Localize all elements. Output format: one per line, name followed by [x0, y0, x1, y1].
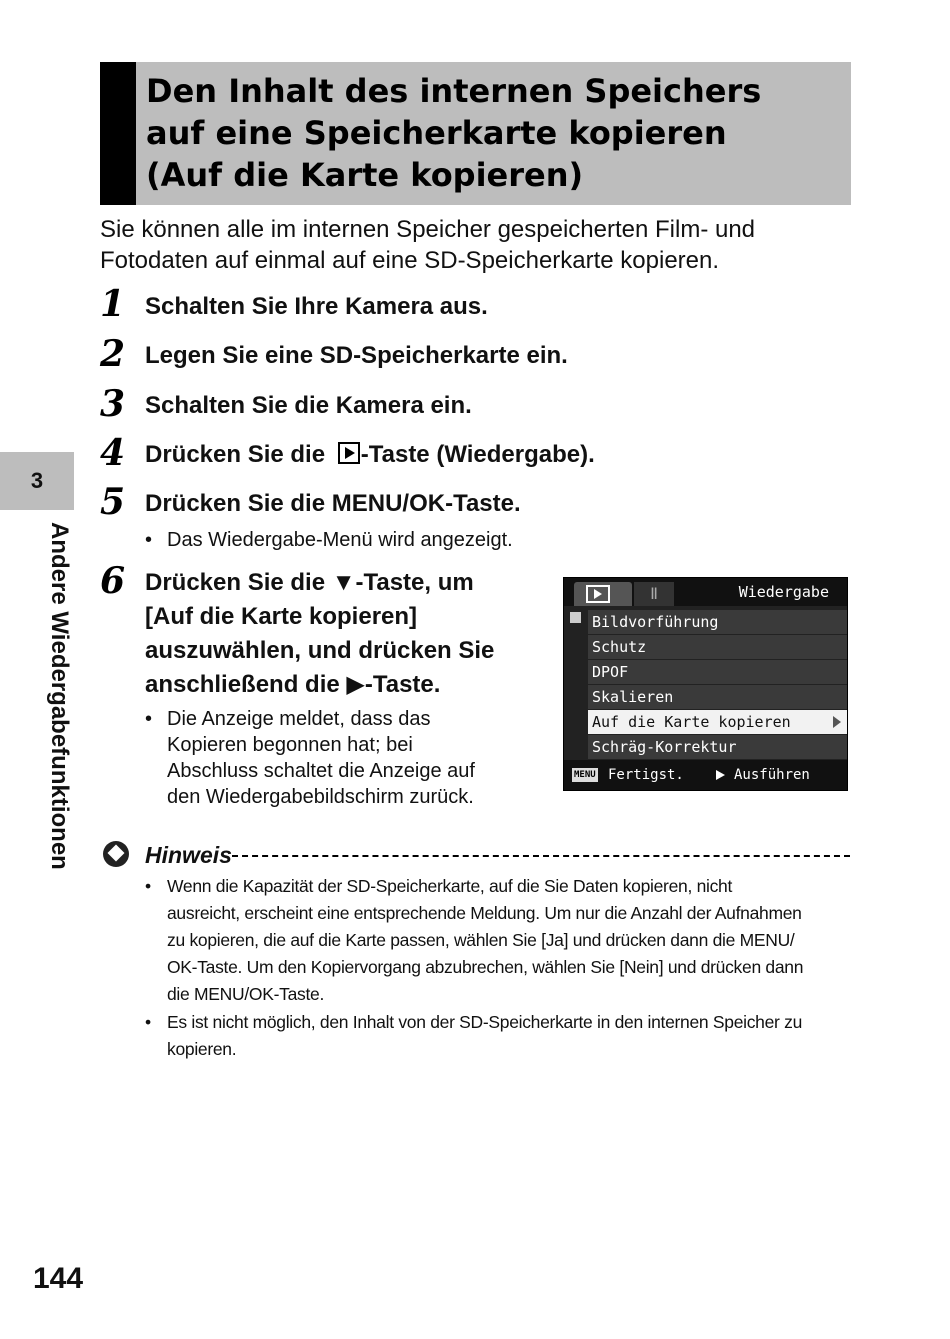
step-number-1: 1 — [100, 283, 126, 325]
intro-paragraph — [100, 214, 860, 276]
screen-menu-item: DPOF — [588, 660, 847, 684]
intro-line-1: Sie können alle im internen Speicher gespeicherten Film- und — [100, 216, 756, 243]
screen-menu-item: Schräg-Korrektur — [588, 735, 847, 759]
chevron-right-icon — [833, 716, 841, 728]
menu-button-icon: MENU — [574, 770, 596, 780]
scroll-marker-icon — [570, 612, 581, 623]
title-line-2: auf eine Speicherkarte kopieren — [146, 114, 727, 152]
hint-divider — [232, 855, 850, 857]
selected-item-label: Auf die Karte kopieren — [592, 713, 791, 731]
section-header — [100, 62, 851, 205]
screen-footer — [564, 760, 847, 790]
title-line-3: (Auf die Karte kopieren) — [146, 156, 584, 194]
screen-menu-item-selected — [588, 710, 847, 734]
playback-tab-icon — [586, 585, 610, 603]
title-line-1: Den Inhalt des internen Speichers — [146, 72, 762, 110]
step-6-bullet — [145, 706, 475, 810]
screen-menu-item: Schutz — [588, 635, 847, 659]
bullet-dot: • — [145, 529, 153, 551]
step-6-bullet-line-4: den Wiedergabebildschirm zurück. — [167, 786, 474, 808]
intro-line-2: Fotodaten auf einmal auf eine SD-Speicherkarte kopieren. — [100, 247, 720, 274]
note-1-line-3: zu kopieren, die auf die Karte passen, wählen Sie [Ja] und drücken dann die MENU/ — [167, 930, 795, 950]
footer-done-label: Fertigst. — [608, 767, 684, 783]
step-number-6: 6 — [100, 560, 126, 602]
bullet-dot: • — [145, 876, 151, 896]
bullet-dot: • — [145, 708, 153, 730]
step-4-text-before: Drücken Sie die — [145, 441, 332, 468]
screen-menu-item: Bildvorführung — [588, 610, 847, 634]
screen-scroll-indicator — [568, 610, 584, 758]
playback-button-icon — [338, 442, 360, 464]
step-6-line-3: auszuwählen, und drücken Sie — [145, 637, 495, 664]
settings-tab-icon: Ⅱ — [634, 582, 674, 606]
step-6-line-2: [Auf die Karte kopieren] — [145, 603, 418, 630]
screen-tab-bar — [564, 578, 847, 606]
page-title — [146, 70, 836, 196]
step-text-4 — [145, 438, 595, 472]
step-text-2: Legen Sie eine SD-Speicherkarte ein. — [145, 342, 568, 369]
chapter-label: Andere Wiedergabefunktionen — [46, 522, 73, 870]
step-5-bullet — [145, 527, 513, 553]
hint-icon — [103, 841, 129, 867]
hint-title: Hinweis — [145, 842, 232, 868]
step-6-bullet-line-1: Die Anzeige meldet, dass das — [167, 708, 431, 730]
step-6-line-4: anschließend die ▶-Taste. — [145, 671, 441, 698]
chapter-number: 3 — [30, 468, 44, 493]
bullet-dot: • — [145, 1012, 151, 1032]
step-6-bullet-line-2: Kopieren begonnen hat; bei — [167, 734, 413, 756]
step-text-6 — [145, 566, 494, 702]
note-1-line-1: Wenn die Kapazität der SD-Speicherkarte, auf die Sie Daten kopieren, nicht — [167, 876, 733, 896]
step-5-bullet-text: Das Wiedergabe-Menü wird angezeigt. — [167, 529, 513, 551]
screen-menu-list — [588, 610, 847, 760]
page-number: 144 — [33, 1262, 84, 1295]
step-number-3: 3 — [100, 383, 126, 425]
header-accent-bar — [100, 62, 136, 205]
camera-menu-screen — [563, 577, 848, 791]
step-text-5: Drücken Sie die MENU/OK-Taste. — [145, 490, 521, 517]
step-number-5: 5 — [100, 481, 126, 523]
step-number-4: 4 — [100, 432, 126, 474]
step-number-2: 2 — [100, 333, 126, 375]
step-text-1: Schalten Sie Ihre Kamera aus. — [145, 293, 488, 320]
step-6-bullet-line-3: Abschluss schaltet die Anzeige auf — [167, 760, 475, 782]
hint-note-1 — [145, 873, 873, 1008]
note-1-line-2: ausreicht, erscheint eine entsprechende Meldung. Um nur die Anzahl der Aufnahmen — [167, 903, 802, 923]
note-2-line-1: Es ist nicht möglich, den Inhalt von der SD-Speicherkarte in den internen Speicher zu — [167, 1012, 802, 1032]
note-2-line-2: kopieren. — [167, 1039, 237, 1059]
hint-note-2 — [145, 1009, 873, 1063]
playback-tab — [574, 582, 632, 606]
footer-execute-label: Ausführen — [734, 767, 810, 783]
screen-menu-title: Wiedergabe — [738, 583, 829, 601]
note-1-line-5: die MENU/OK-Taste. — [167, 984, 325, 1004]
play-arrow-icon — [716, 770, 725, 780]
step-4-text-after: -Taste (Wiedergabe). — [360, 441, 595, 468]
screen-menu-item: Skalieren — [588, 685, 847, 709]
note-1-line-4: OK-Taste. Um den Kopiervorgang abzubrechen, wählen Sie [Nein] und drücken dann — [167, 957, 804, 977]
step-text-3: Schalten Sie die Kamera ein. — [145, 392, 472, 419]
step-6-line-1: Drücken Sie die ▼-Taste, um — [145, 569, 474, 596]
